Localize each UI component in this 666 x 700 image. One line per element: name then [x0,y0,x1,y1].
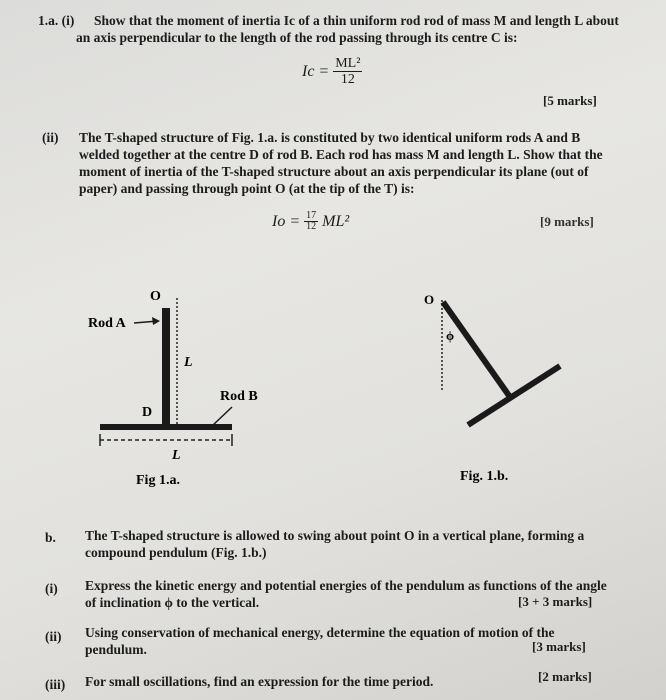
question-text-1a-ii-line1: The T-shaped structure of Fig. 1.a. is constituted by two identical uniform rods A and B [79,130,581,145]
question-number-b-iii: (iii) [45,677,66,692]
marks-b-ii: [3 marks] [532,639,586,654]
formula-ic [302,56,362,87]
question-text-1a-ii-line2: welded together at the centre D of rod B. Each rod has mass M and length L. Show that the [79,147,603,162]
fig-b-rod-a [443,302,510,397]
question-text-b-ii-line2: pendulum. [85,642,147,657]
question-text-b-ii-line1: Using conservation of mechanical energy, determine the equation of motion of the [85,625,555,640]
marks-b-i: [3 + 3 marks] [518,594,593,609]
marks-1a-ii: [9 marks] [540,214,594,229]
formula-io-denominator: 12 [306,221,317,232]
question-text-1a-i-line2: an axis perpendicular to the length of the rod passing through its centre C is: [76,30,518,45]
question-text-b-i-line2: of inclination ϕ to the vertical. [85,595,260,610]
fig-b-rod-b [468,366,560,425]
formula-ic-denominator: 12 [340,72,355,87]
fig-b-caption: Fig. 1.b. [460,469,509,484]
question-text-b-i-line1: Express the kinetic energy and potential energies of the pendulum as functions of the angle [85,578,607,593]
formula-io [272,211,349,232]
formula-io-lhs: Io = [272,212,301,230]
marks-b-iii: [2 marks] [538,669,592,684]
fig-b-label-phi: ϕ [446,328,455,343]
question-number-b: b. [45,530,56,545]
formula-io-numerator: 17 [306,210,317,221]
fig-a-arrow-rod-b [212,407,232,426]
marks-1a-i: [5 marks] [543,93,597,108]
question-text-1a-ii-line4: paper) and passing through point O (at the tip of the T) is: [79,181,415,196]
fig-a-label-l-vertical: L [184,355,193,370]
question-number-1a-i: 1.a. (i) [38,13,75,28]
question-number-b-i: (i) [45,581,58,596]
question-number-b-ii: (ii) [45,629,62,644]
fig-a-label-rod-a: Rod A [88,316,126,331]
formula-ic-numerator: ML² [335,56,361,71]
question-text-b-iii-line1: For small oscillations, find an expression for the time period. [85,674,434,689]
fig-a-label-d: D [142,405,153,420]
fig-a-label-o: O [150,289,161,304]
question-text-1a-ii-line3: moment of inertia of the T-shaped structure about an axis perpendicular its plane (out of [79,164,589,179]
formula-ic-lhs: Ic = [302,62,330,80]
figure-1a [80,280,300,495]
figure-1b [410,280,580,495]
question-text-b-line1: The T-shaped structure is allowed to swing about point O in a vertical plane, forming a [85,528,585,543]
fig-a-arrowhead-rod-a [152,317,160,325]
fig-a-label-l-horizontal: L [172,448,181,463]
fig-a-rod-a [162,308,170,426]
formula-io-rhs: ML² [322,212,350,230]
question-text-b-line2: compound pendulum (Fig. 1.b.) [85,545,267,560]
fig-a-caption: Fig 1.a. [136,473,180,488]
question-text-1a-i-line1: Show that the moment of inertia Ic of a thin uniform rod rod of mass M and length L about [94,13,619,28]
fig-b-label-o: O [424,292,435,307]
question-number-1a-ii: (ii) [42,130,59,145]
fig-a-label-rod-b: Rod B [220,389,258,404]
